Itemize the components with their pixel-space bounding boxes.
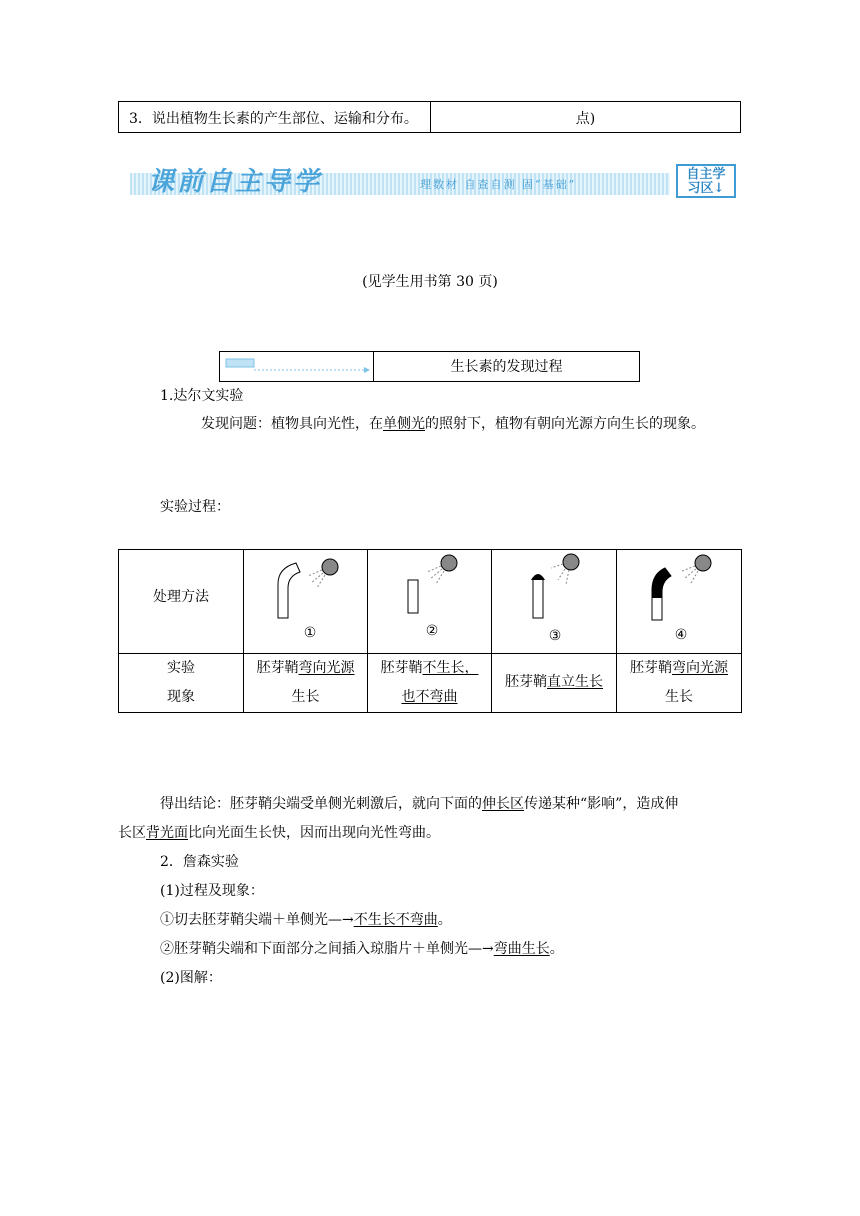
banner-subtitle: 理数材 自查自测 固“基础” (420, 178, 577, 191)
label-1: ① (303, 625, 317, 641)
result-4-prefix: 胚芽鞘 (630, 660, 672, 676)
book-reference: (见学生用书第 30 页) (362, 274, 498, 290)
conclusion-answer-2: 背光面 (146, 825, 188, 841)
result-3-answer: 直立生长 (547, 674, 603, 690)
jensen-sub1: (1)过程及现象： (160, 883, 264, 899)
jensen-item1-answer: 不生长不弯曲 (353, 912, 438, 928)
banner-title: 课前自主导学 (148, 167, 323, 197)
jensen-item1 (160, 909, 452, 929)
row-label-result-line2: 现象 (167, 689, 195, 705)
jensen-item2 (160, 938, 564, 958)
conclusion-line1 (160, 793, 678, 813)
problem-text-end: 的照射下，植物有朝向光源方向生长的现象。 (425, 416, 705, 432)
jensen-sub2: (2)图解： (160, 970, 222, 986)
jensen-item2-end: 。 (549, 941, 564, 957)
conclusion-text-4: 比向光面生长快，因而出现向光性弯曲。 (188, 825, 440, 841)
result-1 (244, 654, 367, 712)
result-3 (492, 668, 616, 697)
diagram-3 (492, 550, 616, 653)
row-label-result (119, 654, 243, 712)
result-2-answer-2: 也不弯曲 (401, 689, 458, 705)
experiment-table (118, 549, 742, 713)
conclusion-line2 (118, 822, 440, 842)
diagram-2 (368, 550, 491, 653)
result-2 (368, 654, 491, 712)
result-2-answer-1: 不生长， (422, 660, 479, 676)
banner-box-line1: 自主学 (686, 167, 726, 182)
jensen-item2-text: ②胚芽鞘尖端和下面部分之间插入琼脂片＋单侧光—→ (160, 941, 494, 957)
process-label: 实验过程： (160, 499, 230, 515)
darwin-problem (201, 413, 705, 433)
jensen-heading: 2．詹森实验 (160, 854, 239, 870)
result-1-answer: 弯向光源 (298, 660, 355, 676)
jensen-item1-text: ①切去胚芽鞘尖端＋单侧光—→ (160, 912, 354, 928)
label-2: ② (425, 623, 439, 639)
objectives-table (118, 101, 741, 133)
result-4-answer: 弯向光源 (672, 660, 728, 676)
section-header (219, 351, 640, 382)
conclusion-answer-1: 伸长区 (482, 796, 524, 812)
result-1-line2: 生长 (291, 689, 320, 705)
diagram-4 (617, 550, 741, 653)
row-label-method: 处理方法 (153, 589, 209, 605)
banner-box (676, 164, 736, 198)
darwin-heading: 1.达尔文实验 (160, 388, 244, 404)
label-3: ③ (548, 628, 562, 644)
result-4-line2: 生长 (665, 689, 693, 705)
row-label-result-line1: 实验 (167, 660, 195, 676)
result-2-prefix: 胚芽鞘 (380, 660, 423, 676)
result-1-prefix: 胚芽鞘 (256, 660, 299, 676)
section-banner (130, 161, 738, 199)
jensen-item2-answer: 弯曲生长 (493, 941, 550, 957)
objective-cell-right: 点) (575, 111, 596, 127)
jensen-item1-end: 。 (437, 912, 452, 928)
conclusion-text-3: 长区 (118, 825, 146, 841)
objective-cell: 3．说出植物生长素的产生部位、运输和分布。 (119, 102, 431, 132)
arrow-decoration-icon (220, 352, 374, 381)
banner-box-line2: 习区↓ (687, 181, 725, 196)
diagram-1 (244, 550, 367, 653)
conclusion-text-2: 传递某种“影响”，造成伸 (524, 796, 679, 812)
problem-answer: 单侧光 (383, 416, 425, 432)
section-header-decoration (220, 352, 374, 381)
conclusion-text-1: 得出结论：胚芽鞘尖端受单侧光刺激后，就向下面的 (160, 796, 482, 812)
result-4 (617, 654, 741, 712)
result-3-prefix: 胚芽鞘 (505, 674, 547, 690)
problem-text: 发现问题：植物具向光性，在 (201, 416, 383, 432)
section-title: 生长素的发现过程 (450, 359, 563, 375)
label-4: ④ (674, 627, 688, 643)
